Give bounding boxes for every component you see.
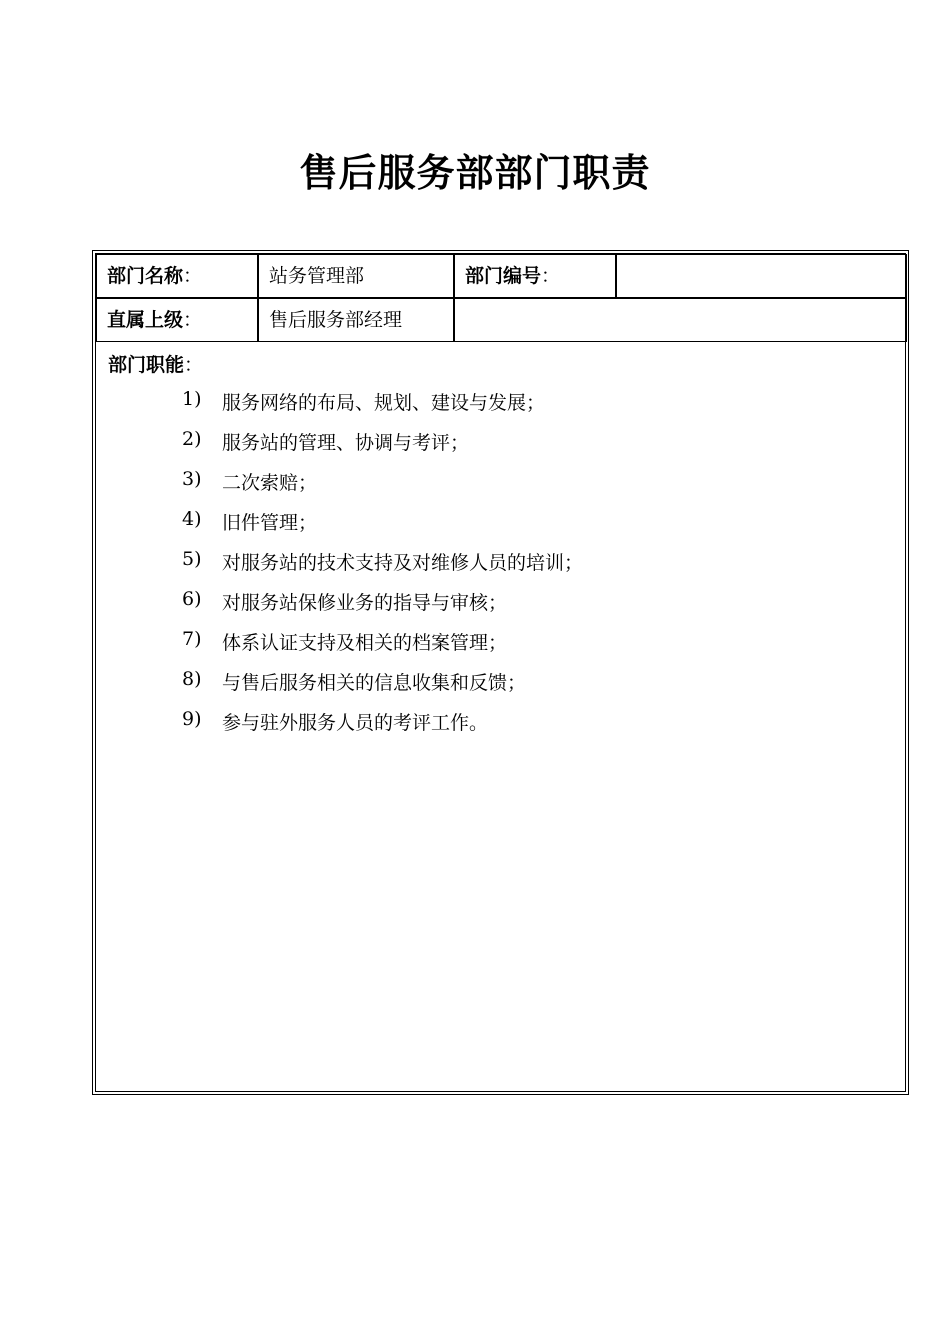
item-text: 对服务站的技术支持及对维修人员的培训；: [222, 552, 584, 574]
item-text: 对服务站保修业务的指导与审核；: [222, 592, 508, 614]
item-number: 8): [182, 668, 202, 690]
item-number: 6): [182, 588, 202, 610]
dept-no-label: 部门编号: [465, 265, 542, 287]
item-number: 4): [182, 508, 202, 530]
item-text: 参与驻外服务人员的考评工作。: [222, 712, 489, 734]
superior-label-cell: [96, 298, 258, 342]
superior-empty-cell: [454, 298, 907, 342]
list-item: [182, 508, 583, 548]
item-text: 二次索赔；: [222, 472, 318, 494]
dept-name-label-cell: [96, 254, 258, 298]
item-text: 旧件管理；: [222, 512, 318, 534]
list-item: [182, 668, 583, 708]
item-number: 5): [182, 548, 202, 570]
list-item: [182, 388, 583, 428]
item-number: 2): [182, 428, 202, 450]
functions-label: 部门职能: [108, 354, 185, 376]
dept-name-label: 部门名称: [107, 265, 184, 287]
functions-colon: ：: [184, 354, 204, 376]
list-item: [182, 548, 583, 588]
list-item: [182, 428, 583, 468]
dept-name-value: 站务管理部: [269, 265, 365, 287]
page-title: 售后服务部部门职责: [299, 151, 651, 195]
item-text: 与售后服务相关的信息收集和反馈；: [222, 672, 527, 694]
item-text: 服务网络的布局、规划、建设与发展；: [222, 392, 546, 414]
item-number: 9): [182, 708, 202, 730]
duty-table: [92, 250, 909, 1095]
dept-no-colon: ：: [541, 265, 561, 287]
superior-value: 售后服务部经理: [269, 309, 403, 331]
list-item: [182, 628, 583, 668]
list-item: [182, 708, 583, 748]
functions-list: [182, 388, 583, 748]
dept-name-value-cell: [258, 254, 454, 298]
functions-label-wrap: [108, 350, 203, 377]
list-item: [182, 468, 583, 508]
dept-no-value-cell: [616, 254, 907, 298]
superior-label: 直属上级: [107, 309, 184, 331]
dept-name-colon: ：: [183, 265, 203, 287]
item-number: 3): [182, 468, 202, 490]
item-number: 7): [182, 628, 202, 650]
duty-table-inner: [95, 253, 906, 1092]
item-text: 体系认证支持及相关的档案管理；: [222, 632, 508, 654]
superior-colon: ：: [183, 309, 203, 331]
superior-value-cell: [258, 298, 454, 342]
dept-no-label-cell: [454, 254, 616, 298]
item-text: 服务站的管理、协调与考评；: [222, 432, 470, 454]
list-item: [182, 588, 583, 628]
item-number: 1): [182, 388, 202, 410]
